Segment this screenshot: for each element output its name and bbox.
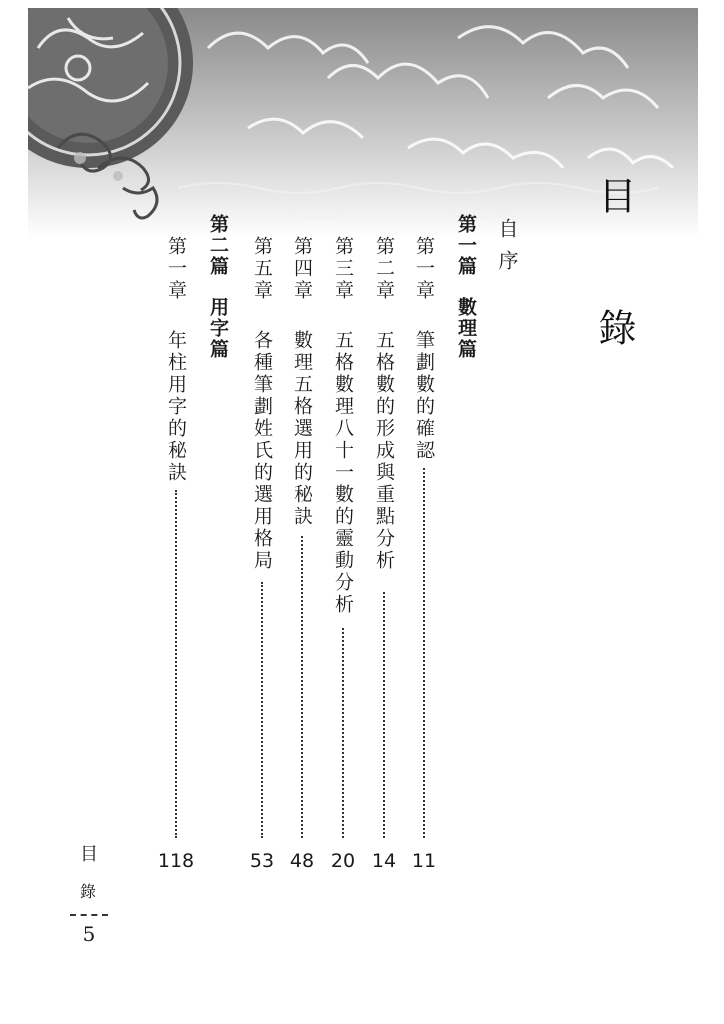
chapter-label: 第四章 [291,236,313,302]
chapter-label: 第一章 [165,236,187,302]
chapter-page-number: 53 [249,850,275,872]
page-title: 目 錄 [592,176,636,374]
footer-divider [70,914,108,916]
dot-leader [423,468,425,838]
chapter-page-number: 48 [289,850,315,872]
chapter-title: 數理五格選用的秘訣 [291,330,313,528]
chapter-title: 筆劃數的確認 [413,330,435,462]
chapter-page-number: 14 [371,850,397,872]
chapter-label: 第五章 [251,236,273,302]
dot-leader [383,592,385,838]
chapter-title: 五格數的形成與重點分析 [373,330,395,572]
dot-leader [261,582,263,838]
page-number: 5 [82,922,96,946]
chapter-label: 第二章 [373,236,395,302]
dot-leader [342,628,344,838]
chapter-label: 第三章 [332,236,354,302]
running-head-char-2: 錄 [80,882,97,901]
chapter-page-number: 20 [330,850,356,872]
preface-entry: 自序 [495,218,519,282]
running-head-char-1: 目 [80,844,98,865]
chapter-page-number: 11 [411,850,437,872]
part-name: 數理篇 [455,297,477,360]
part-heading-1 [456,214,475,360]
part-label: 第二篇 [207,214,229,277]
chapter-title: 各種筆劃姓氏的選用格局 [251,330,273,572]
part-heading-2 [208,214,227,360]
part-label: 第一篇 [455,214,477,277]
chapter-title: 五格數理八十一數的靈動分析 [332,330,354,616]
dot-leader [175,490,177,838]
chapter-label: 第一章 [413,236,435,302]
dot-leader [301,536,303,838]
chapter-title: 年柱用字的秘訣 [165,330,187,484]
chapter-page-number: 118 [157,850,195,872]
part-name: 用字篇 [207,297,229,360]
